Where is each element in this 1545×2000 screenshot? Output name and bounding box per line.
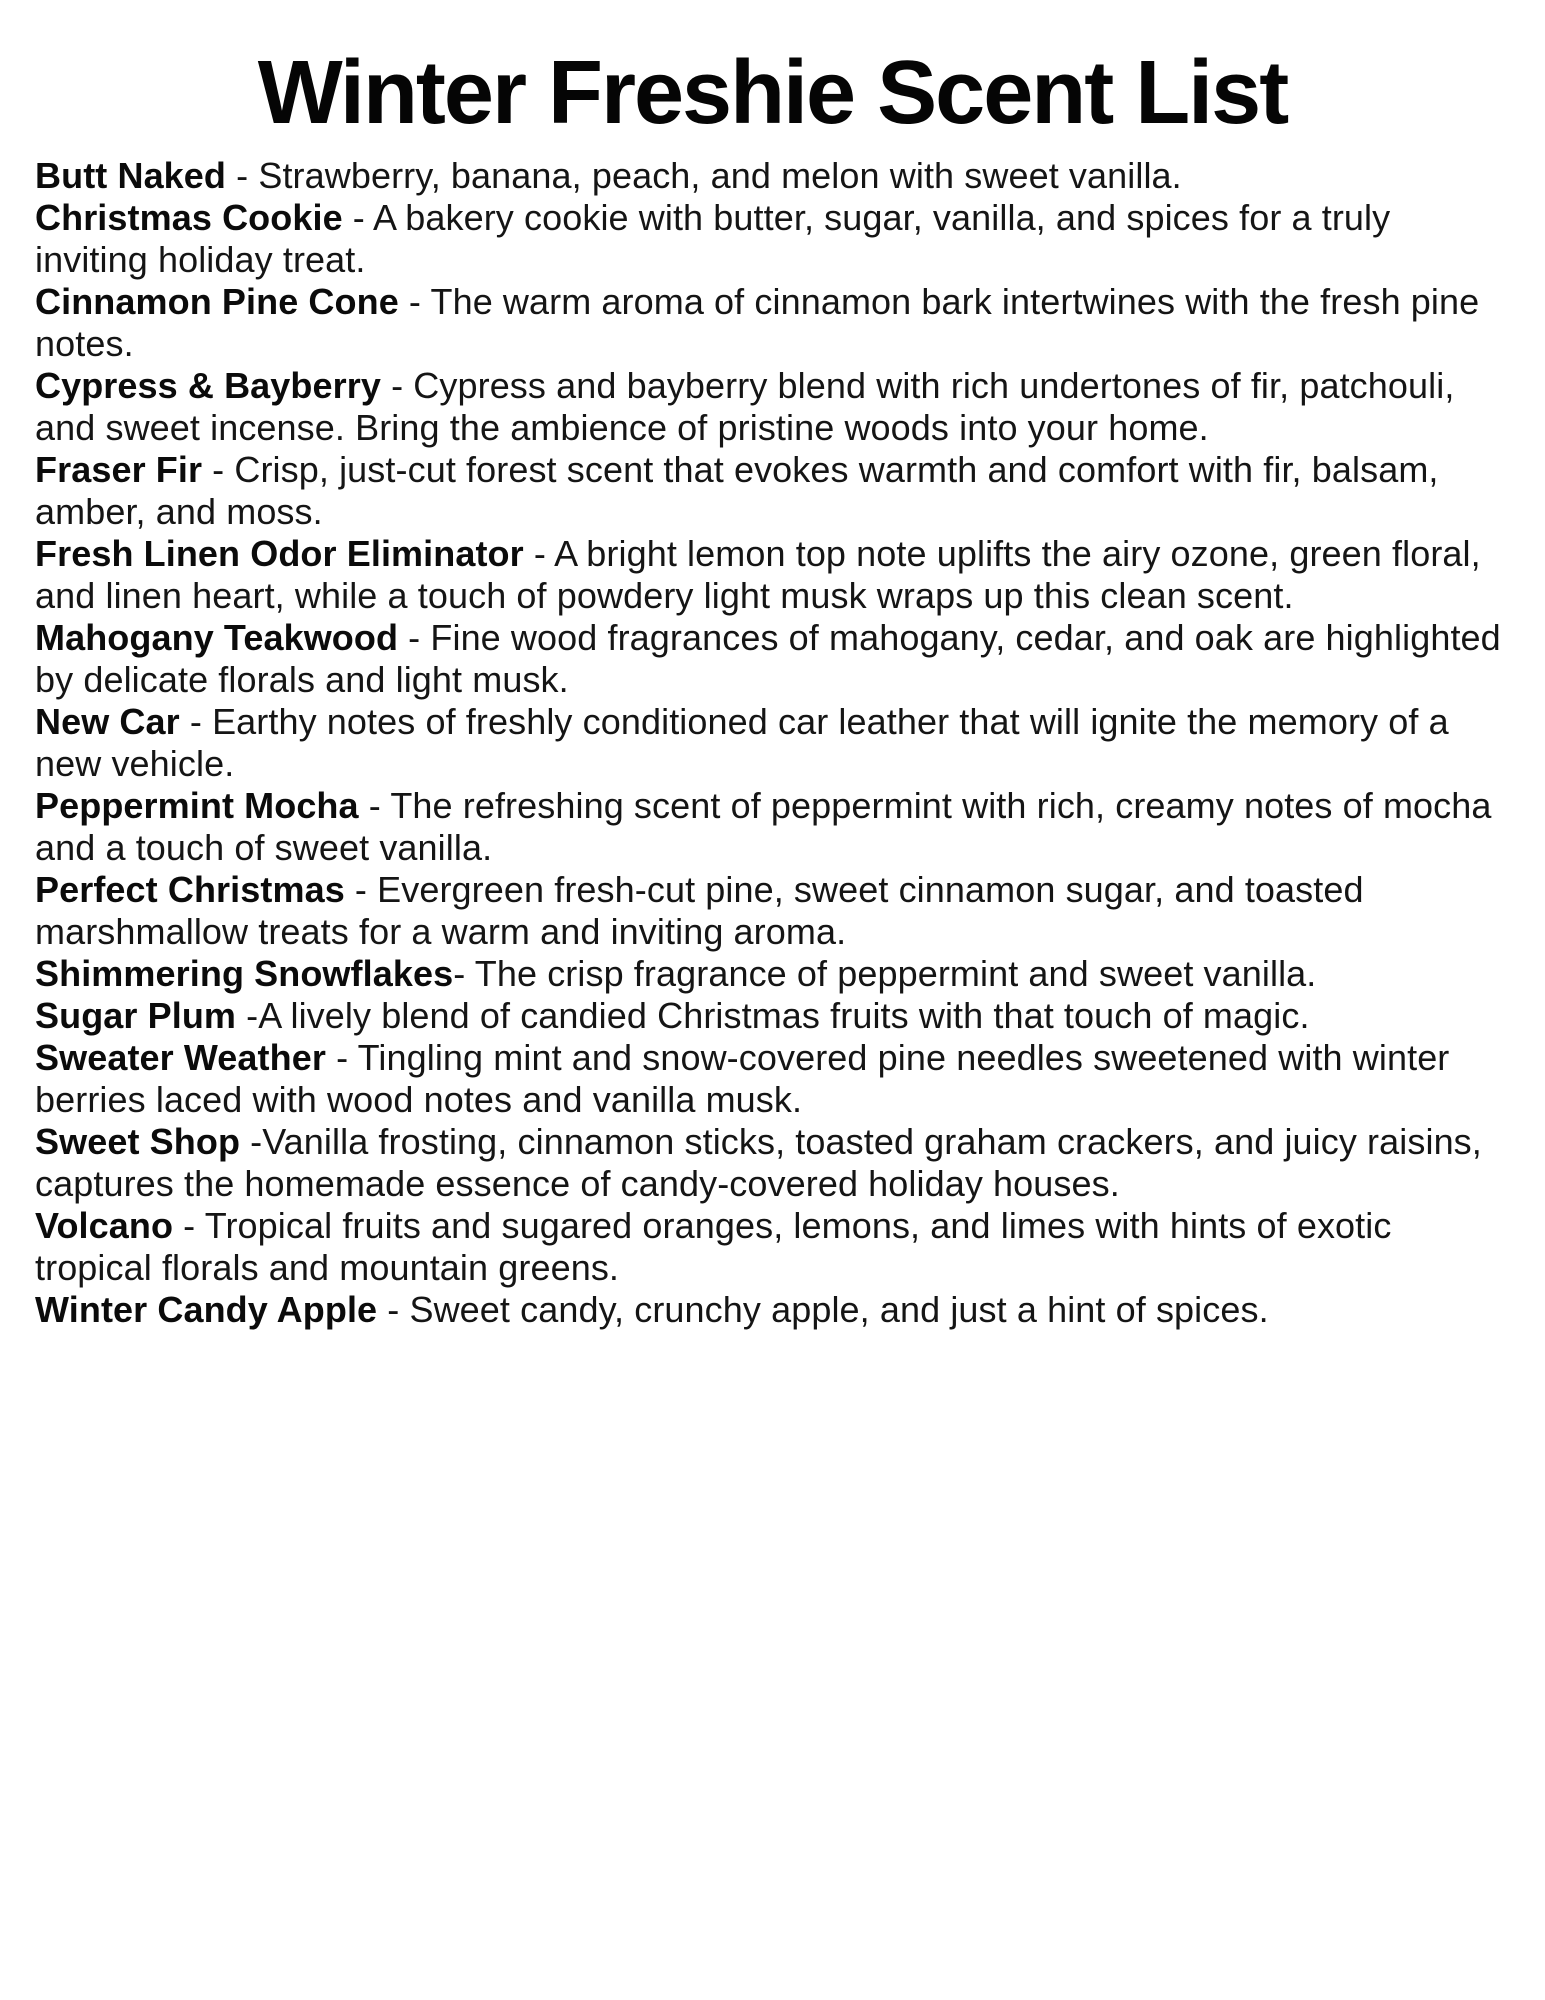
- scent-dash: -: [453, 952, 475, 994]
- scent-dash: -: [226, 154, 259, 196]
- scent-name: Winter Candy Apple: [35, 1288, 378, 1330]
- scent-description: Strawberry, banana, peach, and melon with sweet vanilla.: [258, 154, 1182, 196]
- page-title: Winter Freshie Scent List: [257, 43, 1288, 143]
- scent-dash: -: [236, 994, 259, 1036]
- scent-dash: -: [342, 196, 374, 238]
- scent-name: Shimmering Snowflakes: [35, 952, 454, 994]
- scent-description: Earthy notes of freshly conditioned car leather that will ignite the memory of a new vehicle.: [35, 700, 1449, 784]
- scent-list: [35, 155, 1510, 1331]
- scent-name: Mahogany Teakwood: [35, 616, 399, 658]
- scent-name: Sweet Shop: [35, 1120, 241, 1162]
- scent-dash: -: [240, 1120, 263, 1162]
- scent-name: Fraser Fir: [35, 448, 203, 490]
- scent-entry: [35, 617, 1510, 701]
- scent-entry: [35, 785, 1510, 869]
- scent-name: Sweater Weather: [35, 1036, 326, 1078]
- scent-dash: -: [380, 364, 414, 406]
- scent-entry: [35, 533, 1510, 617]
- scent-dash: -: [398, 616, 431, 658]
- scent-description: Sweet candy, crunchy apple, and just a hint of spices.: [409, 1288, 1269, 1330]
- scent-dash: -: [398, 280, 431, 322]
- scent-description: Vanilla frosting, cinnamon sticks, toasted graham crackers, and juicy raisins, captures the homemade essence of candy-covered holiday houses.: [35, 1120, 1482, 1204]
- scent-name: Sugar Plum: [35, 994, 237, 1036]
- scent-description: Tropical fruits and sugared oranges, lemons, and limes with hints of exotic tropical florals and mountain greens.: [35, 1204, 1392, 1288]
- scent-entry: [35, 1289, 1510, 1331]
- scent-dash: -: [325, 1036, 358, 1078]
- scent-description: The refreshing scent of peppermint with rich, creamy notes of mocha and a touch of sweet vanilla.: [35, 784, 1492, 868]
- scent-entry: [35, 155, 1510, 197]
- scent-description: The crisp fragrance of peppermint and sweet vanilla.: [474, 952, 1317, 994]
- scent-entry: [35, 1205, 1510, 1289]
- scent-description: A bakery cookie with butter, sugar, vanilla, and spices for a truly inviting holiday treat.: [35, 196, 1391, 280]
- scent-entry: [35, 449, 1510, 533]
- scent-description: Cypress and bayberry blend with rich undertones of fir, patchouli, and sweet incense. Bring the ambience of pristine woods into your home.: [35, 364, 1455, 448]
- scent-entry: [35, 995, 1510, 1037]
- scent-entry: [35, 953, 1510, 995]
- scent-name: Cinnamon Pine Cone: [35, 280, 399, 322]
- scent-entry: [35, 1037, 1510, 1121]
- scent-description: A lively blend of candied Christmas fruits with that touch of magic.: [258, 994, 1310, 1036]
- scent-dash: -: [523, 532, 555, 574]
- scent-entry: [35, 701, 1510, 785]
- scent-name: Butt Naked: [35, 154, 227, 196]
- scent-entry: [35, 1121, 1510, 1205]
- scent-description: Fine wood fragrances of mahogany, cedar, and oak are highlighted by delicate florals and light musk.: [35, 616, 1501, 700]
- scent-entry: [35, 197, 1510, 281]
- scent-description: Crisp, just-cut forest scent that evokes warmth and comfort with fir, balsam, amber, and moss.: [35, 448, 1439, 532]
- scent-entry: [35, 281, 1510, 365]
- scent-description: The warm aroma of cinnamon bark intertwines with the fresh pine notes.: [35, 280, 1480, 364]
- scent-dash: -: [173, 1204, 205, 1246]
- scent-description: Tingling mint and snow-covered pine needles sweetened with winter berries laced with wood notes and vanilla musk.: [35, 1036, 1450, 1120]
- scent-description: A bright lemon top note uplifts the airy ozone, green floral, and linen heart, while a touch of powdery light musk wraps up this clean scent.: [35, 532, 1481, 616]
- scent-name: Cypress & Bayberry: [35, 364, 381, 406]
- scent-description: Evergreen fresh-cut pine, sweet cinnamon sugar, and toasted marshmallow treats for a warm and inviting aroma.: [35, 868, 1364, 952]
- scent-name: Fresh Linen Odor Eliminator: [35, 532, 524, 574]
- scent-dash: -: [202, 448, 235, 490]
- scent-name: Volcano: [35, 1204, 174, 1246]
- scent-name: Perfect Christmas: [35, 868, 345, 910]
- scent-dash: -: [344, 868, 378, 910]
- scent-dash: -: [377, 1288, 410, 1330]
- scent-entry: [35, 869, 1510, 953]
- scent-entry: [35, 365, 1510, 449]
- scent-name: New Car: [35, 700, 180, 742]
- scent-name: Christmas Cookie: [35, 196, 343, 238]
- scent-name: Peppermint Mocha: [35, 784, 359, 826]
- scent-dash: -: [179, 700, 213, 742]
- scent-dash: -: [358, 784, 391, 826]
